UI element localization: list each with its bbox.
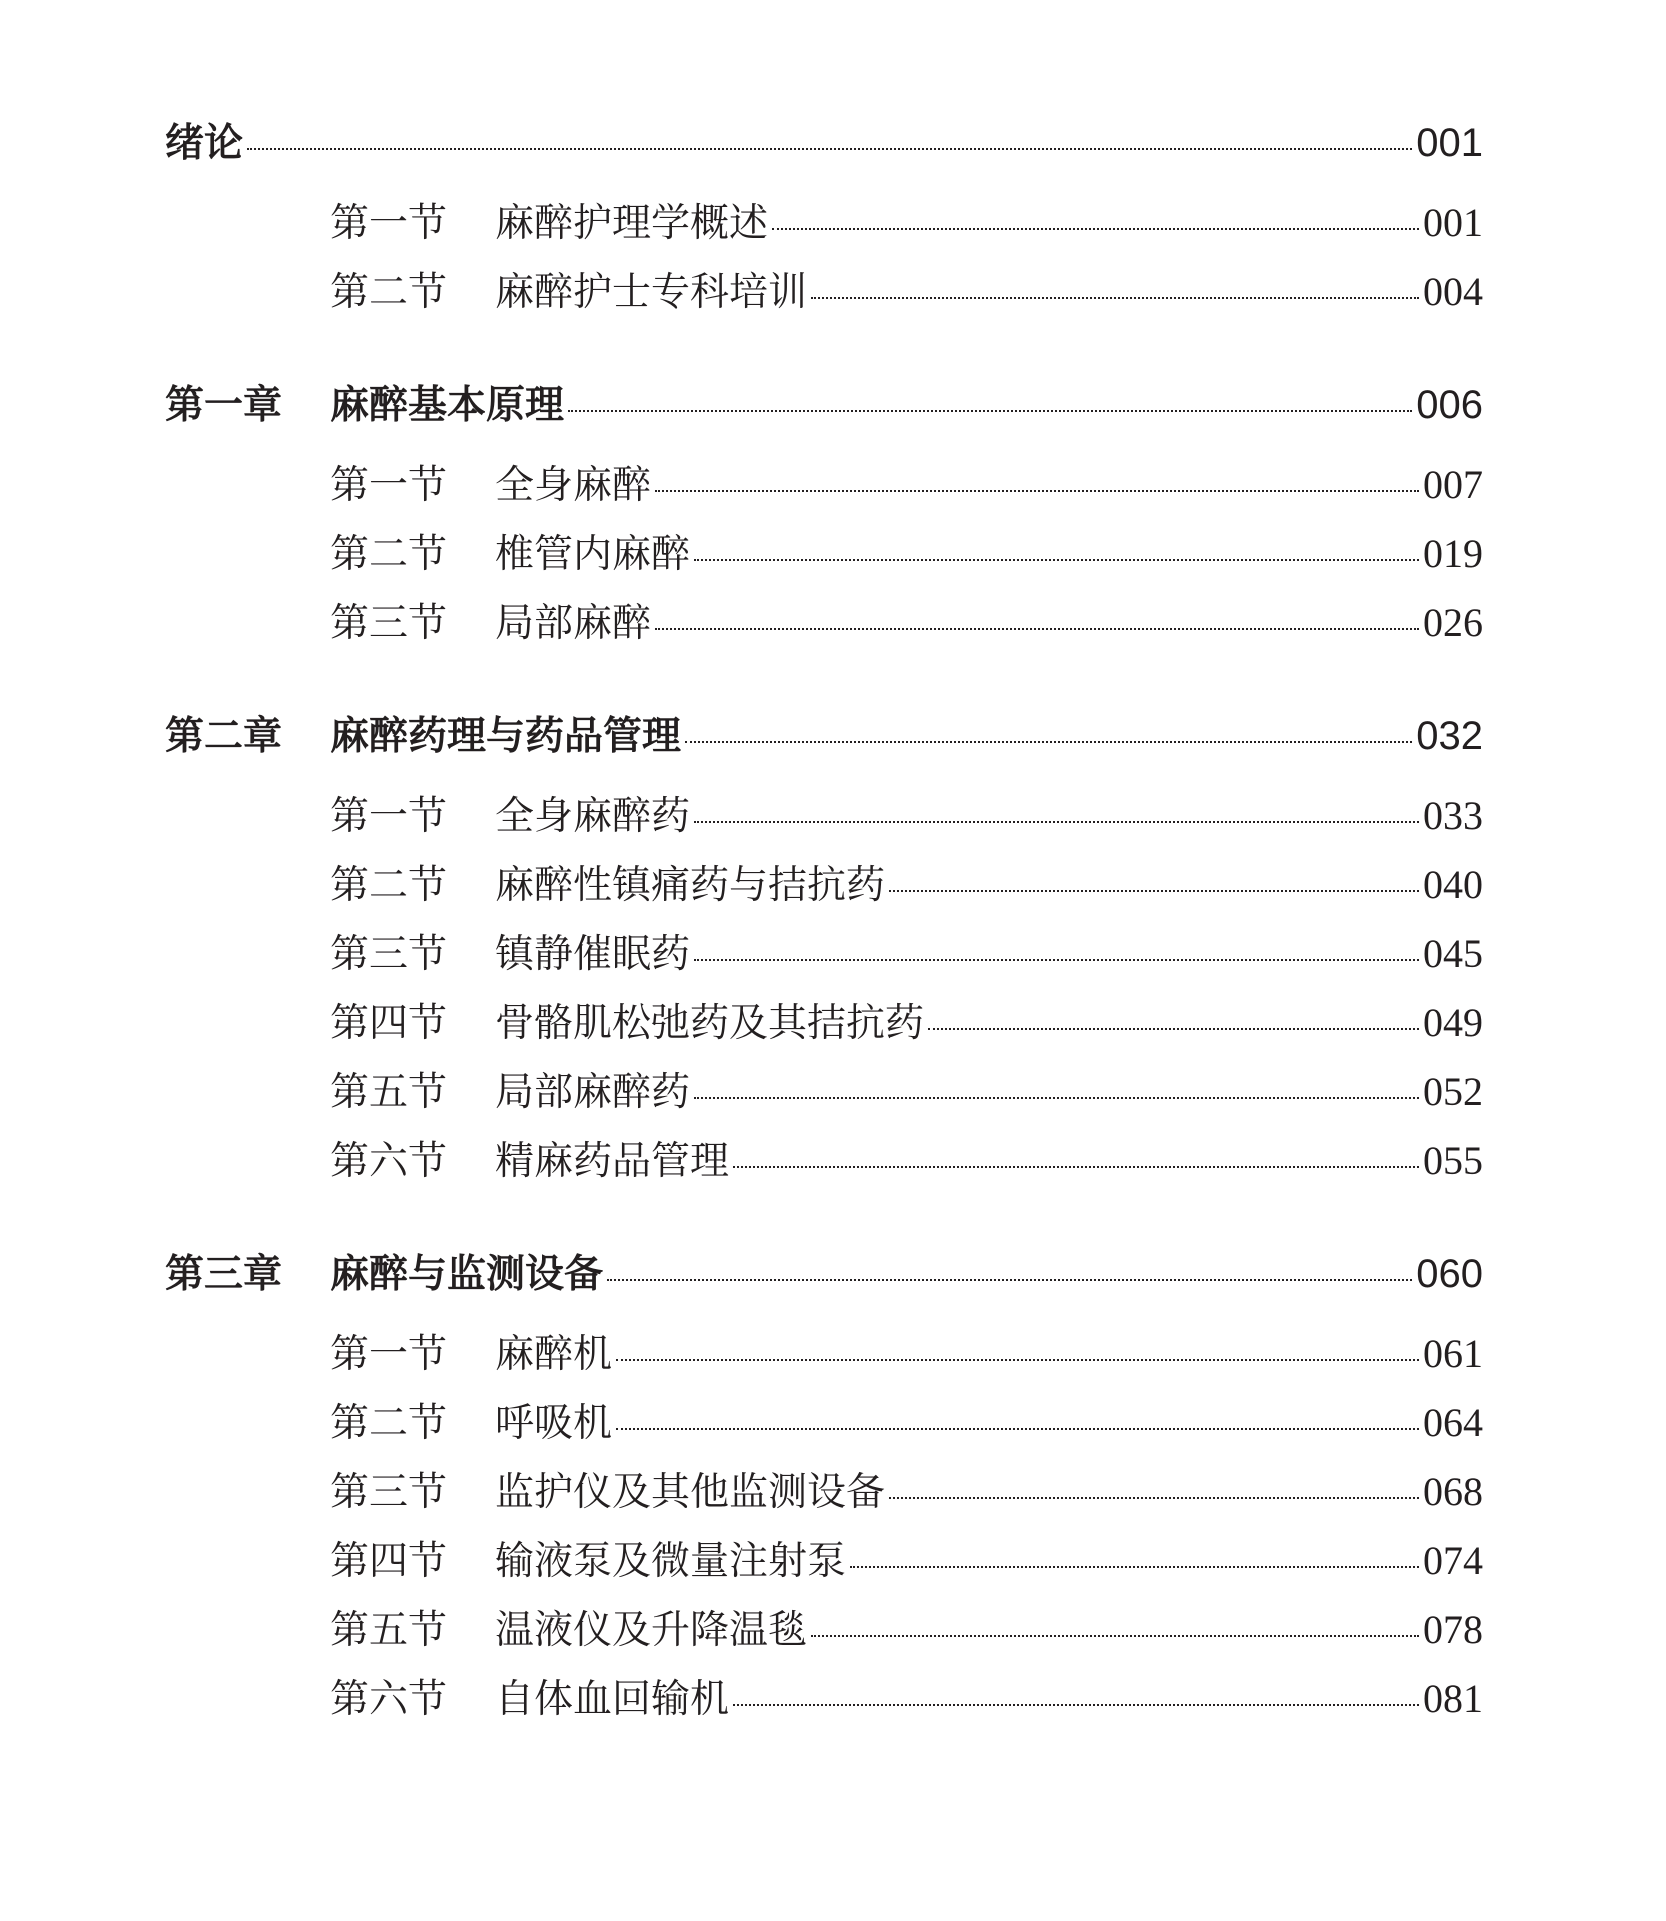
section-title: 局部麻醉 (495, 601, 652, 646)
section-label (330, 1461, 885, 1517)
section-title: 输液泵及微量注射泵 (495, 1539, 847, 1584)
section-entry[interactable] (165, 1061, 1483, 1130)
dot-leader (694, 559, 1419, 561)
dot-leader (655, 490, 1419, 492)
section-label (330, 1668, 729, 1724)
chapter-entry[interactable] (165, 112, 1483, 172)
section-title: 呼吸机 (495, 1401, 613, 1446)
section-label (330, 1599, 807, 1655)
chapter-title: 麻醉基本原理 (330, 383, 565, 428)
section-page-number: 064 (1423, 1400, 1483, 1445)
section-label (330, 1130, 729, 1186)
section-entry[interactable] (165, 854, 1483, 923)
section-number: 第五节 (330, 1070, 448, 1115)
section-number: 第四节 (330, 1001, 448, 1046)
section-title: 全身麻醉药 (495, 794, 691, 839)
toc-chapter (165, 112, 1483, 330)
section-page-number: 004 (1423, 269, 1483, 314)
section-title: 全身麻醉 (495, 463, 652, 508)
section-entry[interactable] (165, 992, 1483, 1061)
section-entry[interactable] (165, 1599, 1483, 1668)
section-number: 第六节 (330, 1677, 448, 1722)
section-label (330, 992, 924, 1048)
dot-leader (616, 1428, 1419, 1430)
section-number: 第二节 (330, 532, 448, 577)
section-title: 局部麻醉药 (495, 1070, 691, 1115)
section-entry[interactable] (165, 785, 1483, 854)
chapter-title: 绪论 (165, 121, 244, 166)
chapter-page-number: 001 (1416, 121, 1483, 165)
chapter-entry[interactable] (165, 705, 1483, 765)
section-page-number: 052 (1423, 1069, 1483, 1114)
dot-leader (616, 1359, 1419, 1361)
toc-chapter (165, 374, 1483, 661)
dot-leader (733, 1166, 1419, 1168)
dot-leader (694, 821, 1419, 823)
section-label (330, 192, 768, 248)
chapter-title: 麻醉药理与药品管理 (330, 714, 682, 759)
section-page-number: 061 (1423, 1331, 1483, 1376)
section-entry[interactable] (165, 261, 1483, 330)
toc-chapter (165, 1243, 1483, 1737)
chapter-title: 麻醉与监测设备 (330, 1252, 604, 1297)
section-label (330, 785, 690, 841)
section-label (330, 1530, 846, 1586)
dot-leader (568, 410, 1412, 412)
chapter-page-number: 060 (1416, 1252, 1483, 1296)
chapter-entry[interactable] (165, 1243, 1483, 1303)
section-title: 精麻药品管理 (495, 1139, 730, 1184)
chapter-page-number: 032 (1416, 714, 1483, 758)
section-label (330, 1061, 690, 1117)
section-number: 第五节 (330, 1608, 448, 1653)
section-page-number: 001 (1423, 200, 1483, 245)
section-page-number: 078 (1423, 1607, 1483, 1652)
section-entry[interactable] (165, 1668, 1483, 1737)
dot-leader (811, 1635, 1419, 1637)
section-title: 椎管内麻醉 (495, 532, 691, 577)
section-page-number: 055 (1423, 1138, 1483, 1183)
dot-leader (694, 959, 1419, 961)
section-title: 温液仪及升降温毯 (495, 1608, 808, 1653)
section-title: 麻醉护理学概述 (495, 201, 769, 246)
section-label (330, 523, 690, 579)
section-label (330, 1323, 612, 1379)
section-number: 第二节 (330, 1401, 448, 1446)
dot-leader (772, 228, 1419, 230)
section-entry[interactable] (165, 1130, 1483, 1199)
section-entry[interactable] (165, 592, 1483, 661)
section-label (330, 261, 807, 317)
dot-leader (247, 148, 1412, 150)
section-number: 第一节 (330, 201, 448, 246)
section-entry[interactable] (165, 1461, 1483, 1530)
section-title: 监护仪及其他监测设备 (495, 1470, 886, 1515)
dot-leader (850, 1566, 1419, 1568)
section-number: 第一节 (330, 794, 448, 839)
section-entry[interactable] (165, 454, 1483, 523)
section-page-number: 049 (1423, 1000, 1483, 1045)
section-entry[interactable] (165, 1323, 1483, 1392)
section-label (330, 854, 885, 910)
section-page-number: 074 (1423, 1538, 1483, 1583)
dot-leader (607, 1279, 1412, 1281)
section-number: 第三节 (330, 601, 448, 646)
section-page-number: 007 (1423, 462, 1483, 507)
section-title: 骨骼肌松弛药及其拮抗药 (495, 1001, 925, 1046)
chapter-label (165, 1243, 603, 1299)
chapter-number: 第二章 (165, 714, 283, 759)
toc-chapter (165, 705, 1483, 1199)
section-title: 麻醉性镇痛药与拮抗药 (495, 863, 886, 908)
section-number: 第一节 (330, 1332, 448, 1377)
chapter-entry[interactable] (165, 374, 1483, 434)
section-page-number: 045 (1423, 931, 1483, 976)
section-number: 第三节 (330, 932, 448, 977)
section-label (330, 454, 651, 510)
dot-leader (733, 1704, 1419, 1706)
chapter-label (165, 112, 243, 168)
chapter-number: 第三章 (165, 1252, 283, 1297)
section-number: 第四节 (330, 1539, 448, 1584)
section-label (330, 592, 651, 648)
section-page-number: 068 (1423, 1469, 1483, 1514)
section-label (330, 923, 690, 979)
section-number: 第六节 (330, 1139, 448, 1184)
section-title: 麻醉护士专科培训 (495, 270, 808, 315)
section-number: 第三节 (330, 1470, 448, 1515)
section-number: 第二节 (330, 270, 448, 315)
section-page-number: 033 (1423, 793, 1483, 838)
section-page-number: 026 (1423, 600, 1483, 645)
section-number: 第二节 (330, 863, 448, 908)
section-entry[interactable] (165, 1530, 1483, 1599)
section-entry[interactable] (165, 192, 1483, 261)
dot-leader (889, 890, 1419, 892)
section-title: 麻醉机 (495, 1332, 613, 1377)
section-title: 自体血回输机 (495, 1677, 730, 1722)
dot-leader (889, 1497, 1419, 1499)
section-page-number: 081 (1423, 1676, 1483, 1721)
section-number: 第一节 (330, 463, 448, 508)
section-page-number: 019 (1423, 531, 1483, 576)
dot-leader (655, 628, 1419, 630)
dot-leader (811, 297, 1419, 299)
section-entry[interactable] (165, 923, 1483, 992)
chapter-label (165, 374, 564, 430)
section-page-number: 040 (1423, 862, 1483, 907)
chapter-number: 第一章 (165, 383, 283, 428)
dot-leader (685, 741, 1412, 743)
section-label (330, 1392, 612, 1448)
chapter-page-number: 006 (1416, 383, 1483, 427)
section-entry[interactable] (165, 523, 1483, 592)
table-of-contents (165, 112, 1483, 1781)
dot-leader (928, 1028, 1419, 1030)
section-title: 镇静催眠药 (495, 932, 691, 977)
dot-leader (694, 1097, 1419, 1099)
chapter-label (165, 705, 681, 761)
section-entry[interactable] (165, 1392, 1483, 1461)
